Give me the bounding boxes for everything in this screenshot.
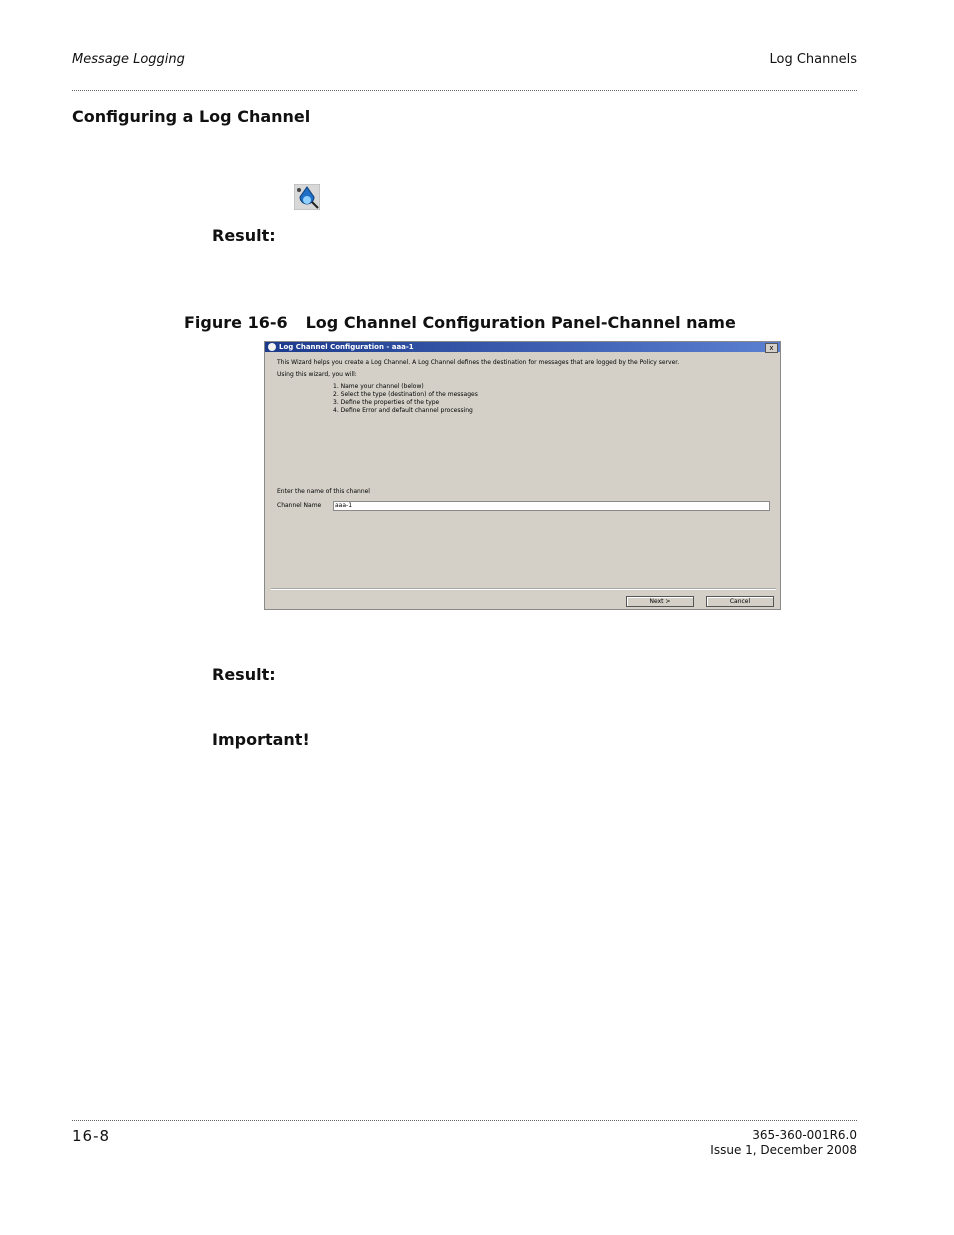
log-channel-dialog [264, 341, 781, 610]
dialog-titlebar [265, 342, 780, 352]
dialog-separator [271, 588, 776, 590]
cancel-button[interactable]: Cancel [706, 596, 774, 607]
issue-date: Issue 1, December 2008 [710, 1143, 857, 1157]
result-label: Result: [212, 226, 276, 245]
wizard-steps [333, 383, 478, 415]
figure-title: Log Channel Configuration Panel-Channel name [305, 313, 736, 332]
figure-number: Figure 16-6 [184, 313, 288, 332]
log-channel-tool-icon [294, 184, 320, 210]
page-number: 16-8 [72, 1127, 111, 1145]
doc-number: 365-360-001R6.0 [752, 1128, 857, 1142]
wizard-step: 1. Name your channel (below) [333, 383, 424, 390]
figure-caption [184, 313, 736, 332]
app-icon [268, 343, 276, 351]
section-title: Configuring a Log Channel [72, 107, 311, 126]
footer-doc-info [710, 1128, 857, 1158]
wizard-step: 4. Define Error and default channel processing [333, 407, 473, 414]
result-label: Result: [212, 665, 276, 684]
header-rule [72, 90, 857, 91]
wizard-intro: This Wizard helps you create a Log Channel. A Log Channel defines the destination for messages that are logged by the Policy server. [277, 359, 680, 366]
wizard-step: 2. Select the type (destination) of the messages [333, 391, 478, 398]
enter-name-label: Enter the name of this channel [277, 488, 370, 495]
channel-name-input[interactable]: aaa-1 [333, 501, 770, 511]
next-button[interactable]: Next > [626, 596, 694, 607]
channel-name-label: Channel Name [277, 502, 322, 509]
important-label: Important! [212, 730, 310, 749]
wizard-using-label: Using this wizard, you will: [277, 371, 357, 378]
footer-rule [72, 1120, 857, 1121]
dialog-title: Log Channel Configuration - aaa-1 [279, 343, 414, 351]
close-icon[interactable]: x [765, 343, 778, 353]
running-header-chapter: Message Logging [72, 52, 185, 67]
wizard-step: 3. Define the properties of the type [333, 399, 440, 406]
running-header-section: Log Channels [769, 52, 857, 67]
